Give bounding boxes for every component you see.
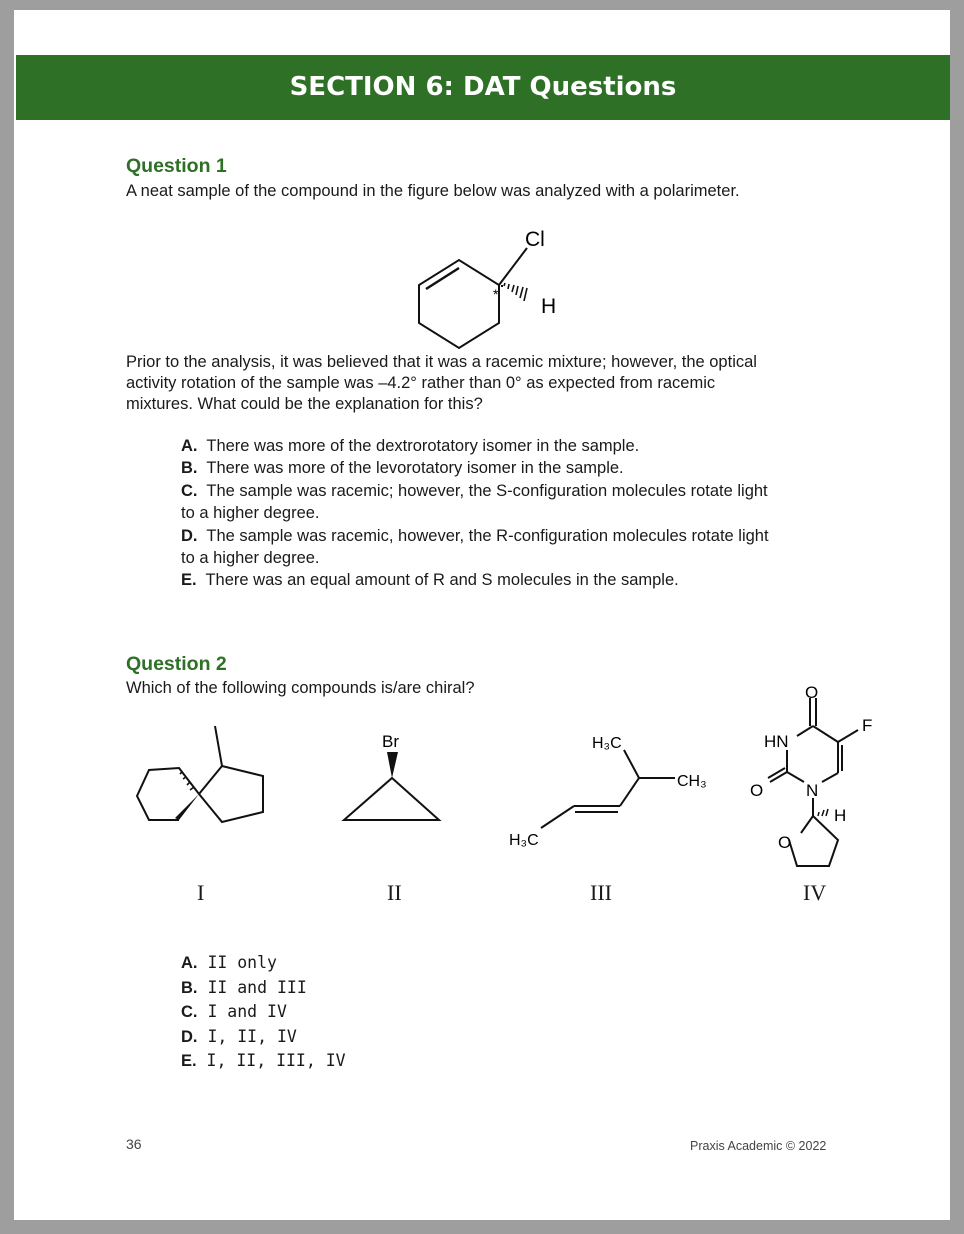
option-text: There was more of the dextrorotatory isomer in the sample. — [206, 437, 640, 455]
option-text-continued: to a higher degree. — [181, 504, 320, 523]
option-letter: B. — [181, 459, 198, 478]
question-2-options — [181, 951, 346, 1074]
question-1-heading: Question 1 — [126, 155, 227, 177]
option-letter: D. — [181, 1027, 198, 1046]
hydrogen-label: H — [834, 806, 847, 825]
option-text: There was an equal amount of R and S molecules in the sample. — [205, 571, 679, 590]
document-page — [14, 10, 950, 1220]
nh-label: HN — [764, 732, 789, 751]
option-c[interactable] — [181, 480, 861, 525]
option-text-continued: to a higher degree. — [181, 549, 320, 568]
compound-numeral-1: I — [197, 880, 205, 905]
carbonyl-oxygen-top: O — [805, 683, 819, 702]
copyright-notice: Praxis Academic © 2022 — [690, 1139, 827, 1153]
option-text: There was more of the levorotatory isomer in the sample. — [206, 459, 624, 478]
compound-numeral-4: IV — [803, 880, 827, 905]
question-1-structure — [409, 215, 579, 355]
option-a[interactable] — [181, 951, 346, 976]
question-2-intro: Which of the following compounds is/are chiral? — [126, 679, 475, 697]
page-number: 36 — [126, 1136, 142, 1152]
stereocenter-marker: * — [493, 286, 499, 302]
ring-oxygen-label: O — [778, 833, 792, 852]
section-banner: SECTION 6: DAT Questions — [16, 55, 950, 120]
chlorine-label: Cl — [525, 228, 545, 251]
option-e[interactable] — [181, 569, 861, 591]
option-c[interactable] — [181, 1000, 346, 1025]
methyl-right-label: CH₃ — [677, 773, 707, 790]
option-text: The sample was racemic; however, the S-configuration molecules rotate light — [206, 481, 768, 500]
structure-4-nucleoside — [742, 668, 892, 873]
option-text: I and IV — [207, 1002, 287, 1022]
option-e[interactable] — [181, 1049, 346, 1074]
option-text: The sample was racemic, however, the R-configuration molecules rotate light — [206, 526, 769, 545]
option-a[interactable] — [181, 435, 861, 457]
option-letter: D. — [181, 526, 198, 545]
option-letter: C. — [181, 1003, 198, 1022]
option-letter: A. — [181, 437, 198, 455]
option-text: I, II, IV — [207, 1026, 297, 1046]
option-d[interactable] — [181, 525, 861, 570]
option-letter: A. — [181, 954, 198, 972]
question-1-body — [126, 352, 757, 415]
question-1-body-line: mixtures. What could be the explanation for this? — [126, 395, 483, 413]
option-letter: C. — [181, 481, 198, 500]
compound-numeral-3: III — [590, 880, 612, 905]
structure-1-spiro — [129, 710, 274, 830]
structure-3-alkene — [489, 720, 719, 850]
option-text: II only — [207, 953, 277, 972]
structure-2-bromocyclopropane — [339, 720, 449, 830]
option-text: II and III — [207, 977, 307, 997]
option-b[interactable] — [181, 976, 346, 1001]
methyl-top-label: H₃C — [592, 735, 622, 752]
fluorine-label: F — [862, 716, 873, 735]
option-letter: E. — [181, 1052, 197, 1071]
nitrogen-label: N — [806, 781, 819, 800]
option-b[interactable] — [181, 457, 861, 479]
carbonyl-oxygen-left: O — [750, 781, 764, 800]
question-1-body-line: activity rotation of the sample was –4.2° rather than 0° as expected from racemic — [126, 374, 716, 392]
option-letter: E. — [181, 571, 197, 590]
option-d[interactable] — [181, 1025, 346, 1050]
hydrogen-label: H — [541, 295, 557, 318]
question-1-body-line: Prior to the analysis, it was believed that it was a racemic mixture; however, the optical — [126, 353, 757, 371]
question-1-intro: A neat sample of the compound in the figure below was analyzed with a polarimeter. — [126, 182, 740, 200]
question-2-heading: Question 2 — [126, 653, 227, 675]
option-letter: B. — [181, 978, 198, 997]
methyl-bottom-label: H₃C — [509, 832, 539, 849]
question-1-options — [181, 435, 861, 592]
option-text: I, II, III, IV — [206, 1051, 346, 1071]
compound-numeral-2: II — [387, 880, 402, 905]
bromine-label: Br — [382, 732, 399, 751]
